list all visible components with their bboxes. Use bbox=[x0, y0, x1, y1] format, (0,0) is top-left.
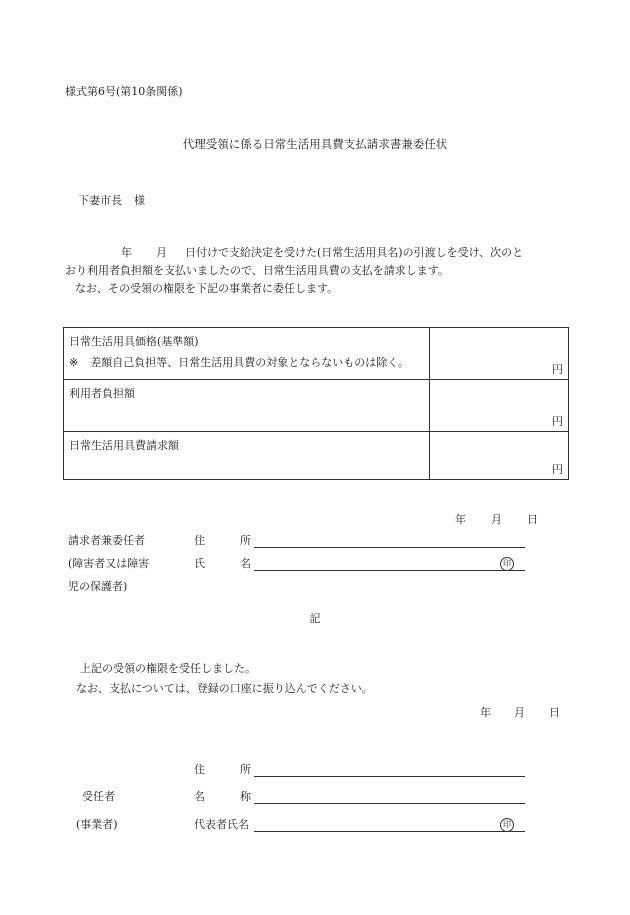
claim-amount-label-cell bbox=[64, 432, 430, 480]
claimant-date-month: 月 bbox=[491, 513, 502, 526]
table-row bbox=[64, 432, 569, 480]
intro-month: 月 bbox=[156, 246, 167, 259]
intro-line-1 bbox=[65, 244, 523, 262]
agent-address-row bbox=[0, 763, 630, 781]
claim-amount-label: 日常生活用具費請求額 bbox=[69, 439, 179, 452]
claimant-date-year: 年 bbox=[455, 513, 466, 526]
yen-unit: 円 bbox=[552, 363, 563, 376]
agent-address-field[interactable] bbox=[254, 763, 525, 777]
base-price-note bbox=[69, 354, 429, 370]
agent-title-row bbox=[0, 790, 630, 808]
intro-year: 年 bbox=[121, 246, 132, 259]
acceptance-line-1: 上記の受領の権限を受任しました。 bbox=[80, 662, 256, 675]
base-price-value-cell bbox=[429, 328, 568, 380]
table-row bbox=[64, 380, 569, 432]
claimant-name-row bbox=[0, 557, 630, 575]
claimant-address-field[interactable] bbox=[254, 534, 525, 548]
user-burden-label-cell bbox=[64, 380, 430, 432]
agent-rep-field[interactable] bbox=[254, 818, 525, 832]
agent-role-line-2: (事業者) bbox=[76, 818, 118, 831]
user-burden-value-cell bbox=[429, 380, 568, 432]
form-number: 様式第6号(第10条関係) bbox=[65, 85, 183, 98]
user-burden-label: 利用者負担額 bbox=[69, 387, 135, 400]
claimant-name-key-1: 氏 bbox=[194, 557, 205, 570]
base-price-label: 日常生活用具価格(基準額) bbox=[69, 335, 199, 348]
intro-line-1-text: 付けで支給決定を受けた(日常生活用具名)の引渡しを受け、次のと bbox=[196, 246, 524, 259]
claimant-name-key-2: 名 bbox=[240, 557, 251, 570]
agent-title-key-2: 称 bbox=[240, 790, 251, 803]
agent-title-key-1: 名 bbox=[194, 790, 205, 803]
agent-seal-icon: 印 bbox=[500, 818, 514, 832]
agent-rep-key: 代表者氏名 bbox=[194, 818, 249, 831]
claimant-seal-icon: 印 bbox=[500, 557, 514, 571]
claimant-role-line-1: 請求者兼委任者 bbox=[68, 534, 145, 547]
intro-paragraph bbox=[65, 244, 523, 298]
yen-unit: 円 bbox=[552, 463, 563, 476]
base-price-label-cell bbox=[64, 328, 430, 380]
acceptance-date-day: 日 bbox=[549, 706, 560, 719]
document-title: 代理受領に係る日常生活用具費支払請求書兼委任状 bbox=[182, 137, 448, 151]
claimant-role-line-2: (障害者又は障害 bbox=[68, 557, 150, 570]
amount-table bbox=[63, 327, 569, 480]
claim-amount-value-cell bbox=[429, 432, 568, 480]
agent-role-line-1: 受任者 bbox=[82, 790, 115, 803]
acceptance-date-month: 月 bbox=[514, 706, 525, 719]
yen-unit: 円 bbox=[552, 415, 563, 428]
note-mark: ※ bbox=[69, 356, 79, 369]
claimant-address-key-1: 住 bbox=[194, 534, 205, 547]
addressee-honorific: 様 bbox=[134, 194, 145, 207]
claimant-address-key-2: 所 bbox=[240, 534, 251, 547]
intro-day: 日 bbox=[185, 246, 196, 259]
agent-address-key-2: 所 bbox=[240, 763, 251, 776]
acceptance-line-2: なお、支払については、登録の口座に振り込んでください。 bbox=[76, 682, 373, 695]
claimant-date-day: 日 bbox=[527, 513, 538, 526]
table-row bbox=[64, 328, 569, 380]
agent-address-key-1: 住 bbox=[194, 763, 205, 776]
intro-line-2: おり利用者負担額を支払いましたので、日常生活用具費の支払を請求します。 bbox=[65, 264, 449, 277]
claimant-role-line-3: 児の保護者) bbox=[68, 580, 128, 593]
claimant-address-row bbox=[0, 534, 630, 552]
agent-rep-row bbox=[0, 818, 630, 836]
claimant-name-field[interactable] bbox=[254, 557, 525, 571]
intro-line-3: なお、その受領の権限を下記の事業者に委任します。 bbox=[75, 282, 339, 295]
acceptance-date-year: 年 bbox=[480, 706, 491, 719]
addressee bbox=[78, 194, 145, 208]
ki-heading: 記 bbox=[309, 612, 321, 625]
agent-title-field[interactable] bbox=[254, 790, 525, 804]
note-text: 差額自己負担等、日常生活用具費の対象とならないものは除く。 bbox=[90, 356, 409, 369]
addressee-name: 下妻市長 bbox=[78, 194, 122, 207]
